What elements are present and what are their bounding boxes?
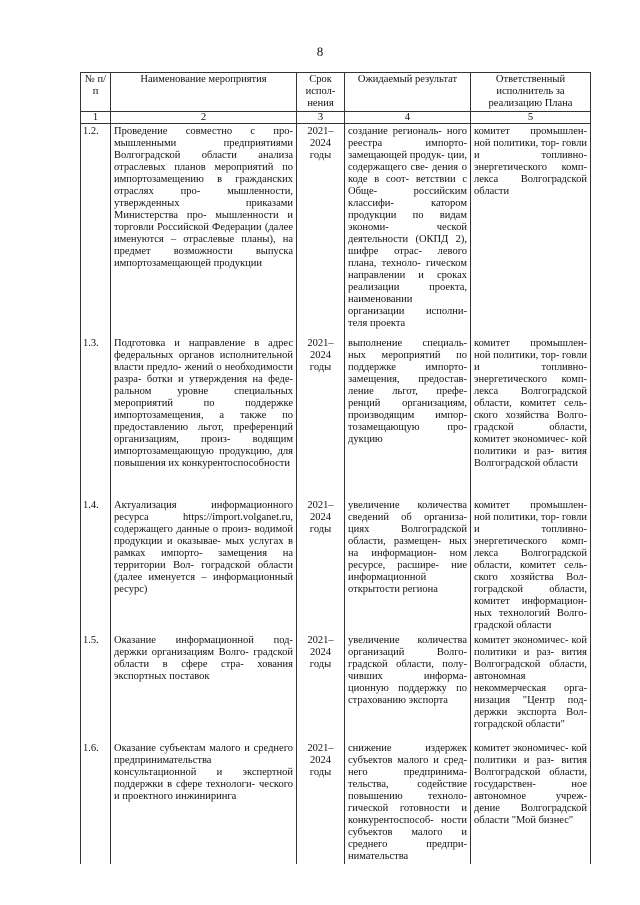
- responsible-executor: комитет промышлен- ной политики, тор- говли и топливно- энергетического комп- лекса Волгоградской области, комитет сель- ского хозяйства Вол- гоградской области, комитет информацион- ных технологий Волго- градской области: [471, 498, 591, 633]
- table-row: [81, 498, 591, 633]
- header-name: Наименование мероприятия: [111, 73, 297, 112]
- table-row: [81, 741, 591, 864]
- responsible-executor: комитет промышлен- ной политики, тор- говли и топливно- энергетического комп- лекса Волгоградской области: [471, 124, 591, 336]
- table-row: [81, 124, 591, 336]
- activity-name: Подготовка и направление в адрес федеральных органов исполнительной власти предло- жений о необходимости разра- ботки и утверждения на феде- ральном уровне специальных мероприятий по поддержке импортозамещения, а также по предоставлению льгот, преференций организациям, произ- водящим импортозамещающую продукцию, для повышения их конкурентоспособности: [111, 336, 297, 498]
- header-num: № п/п: [81, 73, 111, 112]
- activity-name: Проведение совместно с про- мышленными предприятиями Волгоградской области анализа отраслевых планов мероприятий по импортозамещению в гражданских отраслях про- мышленности, утвержденных приказами Министерства про- мышленности и торговли Российской Федерации (далее именуются – отраслевые планы), на предмет возможности выпуска импортозамещающей продукции: [111, 124, 297, 336]
- responsible-executor: комитет экономичес- кой политики и раз- вития Волгоградской области, автономная некоммерческая орга- низация "Центр под- держки экспорта Вол- гоградской области": [471, 633, 591, 741]
- page-number: 8: [316, 44, 324, 59]
- column-number: 4: [345, 112, 471, 124]
- row-number: 1.6.: [81, 741, 111, 864]
- column-number: 2: [111, 112, 297, 124]
- plan-table: [80, 72, 591, 864]
- column-number-row: [81, 112, 591, 124]
- execution-term: 2021– 2024 годы: [297, 498, 345, 633]
- expected-result: увеличение количества сведений об организа- циях Волгоградской области, размещен- ных на информацион- ном ресурсе, расшире- ние информационной открытости региона: [345, 498, 471, 633]
- responsible-executor: комитет экономичес- кой политики и раз- вития Волгоградской области, государствен- ное автономное учреж- дение Волгоградской области "Мой бизнес": [471, 741, 591, 864]
- activity-name: Оказание информационной под- держки организациям Волго- градской области в сфере стра- хования экспортных поставок: [111, 633, 297, 741]
- row-number: 1.2.: [81, 124, 111, 336]
- execution-term: 2021– 2024 годы: [297, 336, 345, 498]
- activity-name: Оказание субъектам малого и среднего предпринимательства консультационной и экспертной поддержки в сфере технологи- ческого и проектного инжиниринга: [111, 741, 297, 864]
- column-number: 5: [471, 112, 591, 124]
- table-row: [81, 633, 591, 741]
- table-row: [81, 336, 591, 498]
- expected-result: создание региональ- ного реестра импорто- замещающей продук- ции, содержащего све- дения о коде в соот- ветствии с Обще- российским классифи- катором продукции по видам экономи- ческой деятельности (ОКПД 2), шифре отрас- левого плана, техноло- гическом направлении и сроках реализации проекта, наименовании организации исполни- теля проекта: [345, 124, 471, 336]
- header-result: Ожидаемый результат: [345, 73, 471, 112]
- activity-name: Актуализация информационного ресурса https://import.volganet.ru, содержащего данные о произ- водимой продукции и оказывае- мых услугах в рамках импорто- замещения на территории Вол- гоградской области (далее именуется – информационный ресурс): [111, 498, 297, 633]
- expected-result: снижение издержек субъектов малого и сред- него предпринима- тельства, содействие повышению техноло- гической готовности и конкурентоспособ- ности субъектов малого и среднего предпри- нимательства: [345, 741, 471, 864]
- table-header-row: [81, 73, 591, 112]
- column-number: 3: [297, 112, 345, 124]
- header-responsible: Ответственный исполнитель за реализацию Плана: [471, 73, 591, 112]
- row-number: 1.4.: [81, 498, 111, 633]
- responsible-executor: комитет промышлен- ной политики, тор- говли и топливно- энергетического комп- лекса Волгоградской области, комитет сель- ского хозяйства Волго- градской области, комитет экономичес- кой политики и раз- вития Волгоградской области: [471, 336, 591, 498]
- expected-result: выполнение специаль- ных мероприятий по поддержке импорто- замещения, предостав- ление льгот, префе- ренций организациям, производящим импор- тозамещающую про- дукцию: [345, 336, 471, 498]
- execution-term: 2021– 2024 годы: [297, 741, 345, 864]
- expected-result: увеличение количества организаций Волго- градской области, полу- чивших информа- ционную поддержку по страхованию экспорта: [345, 633, 471, 741]
- row-number: 1.5.: [81, 633, 111, 741]
- execution-term: 2021– 2024 годы: [297, 124, 345, 336]
- execution-term: 2021– 2024 годы: [297, 633, 345, 741]
- header-term: Срок испол- нения: [297, 73, 345, 112]
- column-number: 1: [81, 112, 111, 124]
- row-number: 1.3.: [81, 336, 111, 498]
